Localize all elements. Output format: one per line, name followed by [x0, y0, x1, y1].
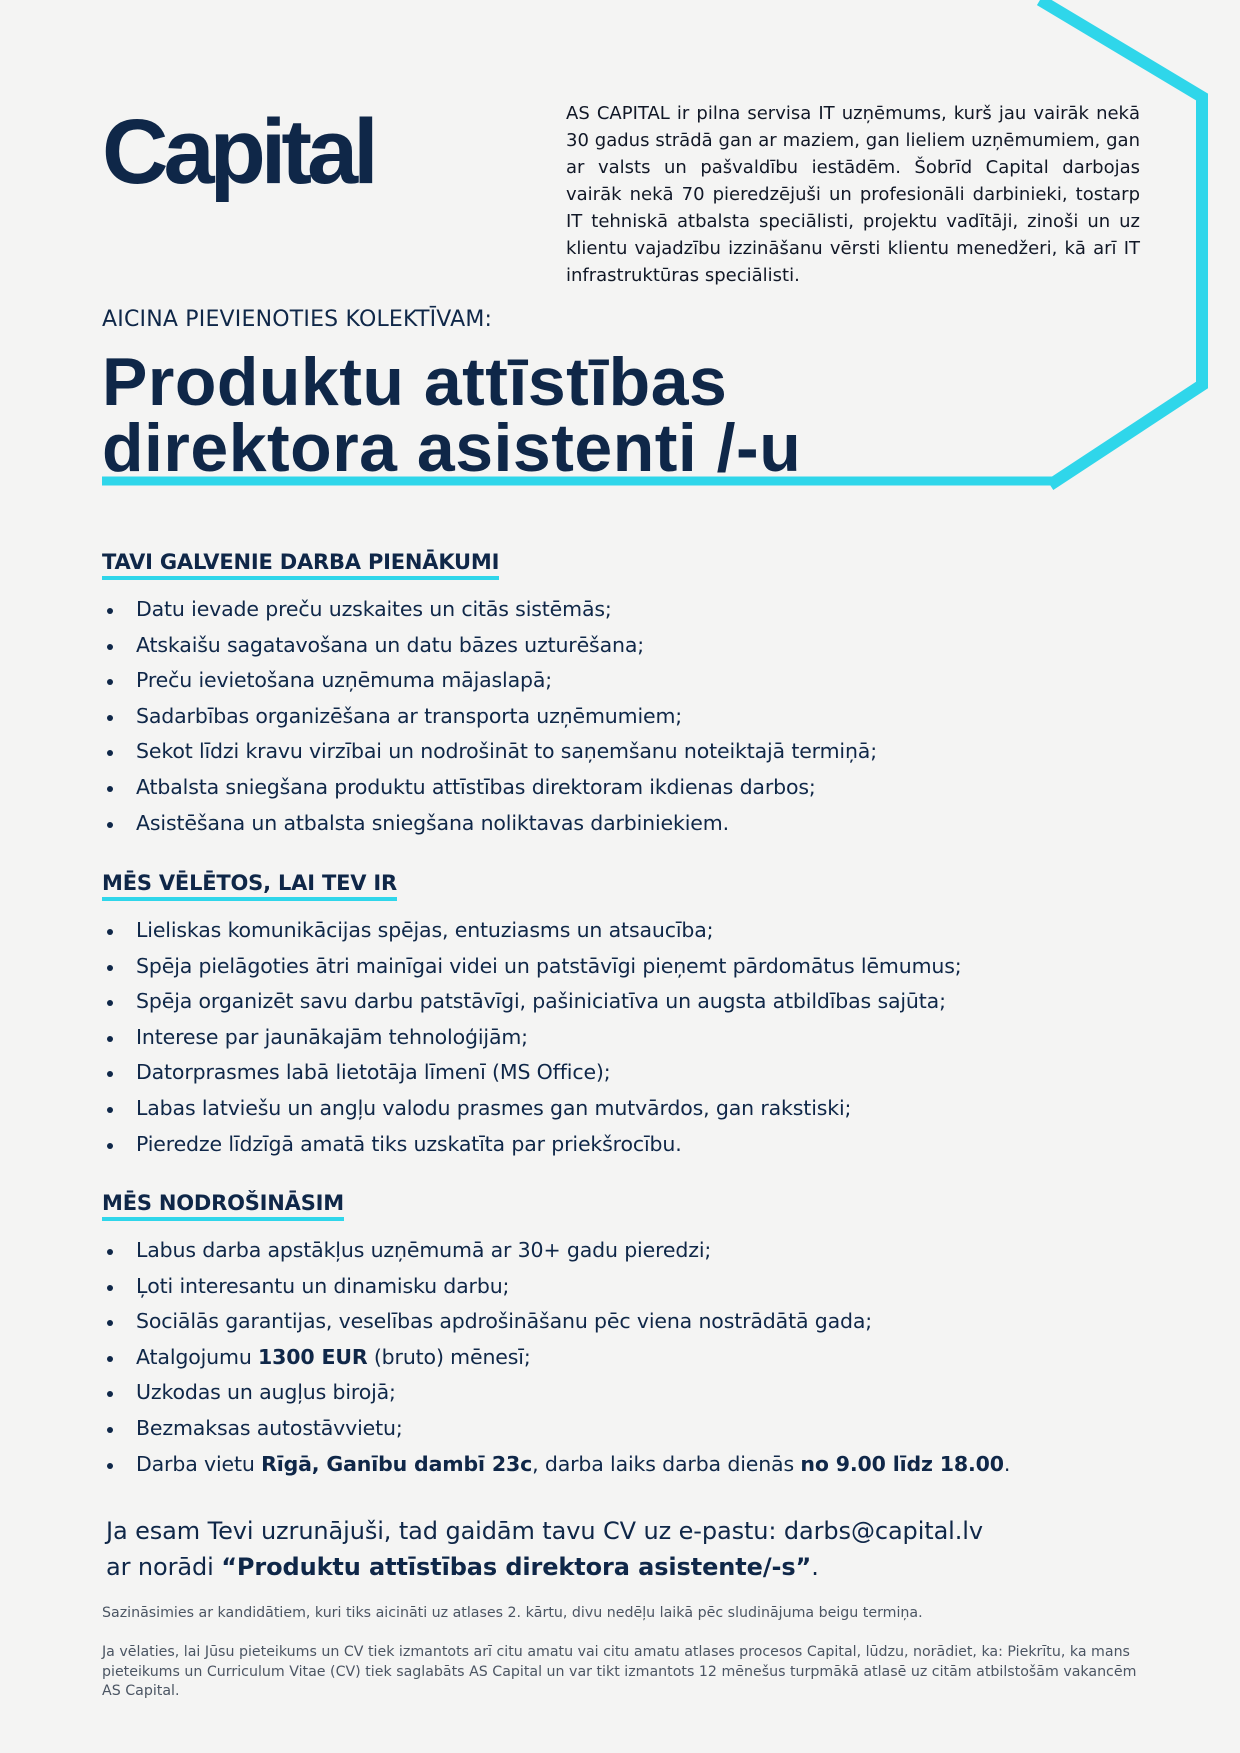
company-intro: AS CAPITAL ir pilna servisa IT uzņēmums, kurš jau vairāk nekā 30 gadus strādā gan ar maziem, gan lieliem uzņēmumiem, gan ar valsts un pašvaldību iestādēm. Šobrīd Capital darbojas vairāk nekā 70 pieredzējuši un profesionāli darbinieki, tostarp IT tehniskā atbalsta speciālisti, projektu vadītāji, zinoši un uz klientu vajadzību izzināšanu vērsti klientu menedžeri, kā arī IT infrastruktūras speciālisti. [566, 103, 1140, 286]
benefits-heading [102, 1191, 344, 1215]
location-middle: , darba laiks darba dienās [532, 1451, 801, 1476]
list-item: Sociālās garantijas, veselības apdrošināšanu pēc viena nostrādātā gada; [104, 1304, 1010, 1340]
list-item-salary [104, 1340, 1010, 1376]
list-item: Datorprasmes labā lietotāja līmenī (MS Office); [104, 1055, 962, 1091]
list-item: Labas latviešu un angļu valodu prasmes gan mutvārdos, gan rakstiski; [104, 1091, 962, 1127]
benefits-heading-text: MĒS NODROŠINĀSIM [102, 1191, 344, 1215]
duties-heading-text: TAVI GALVENIE DARBA PIENĀKUMI [102, 550, 500, 574]
location-place: Rīgā, Ganību dambī 23c [261, 1451, 533, 1476]
cta-line-2 [106, 1549, 983, 1585]
requirements-heading-underline [102, 897, 397, 901]
list-item: Datu ievade preču uzskaites un citās sistēmās; [104, 592, 877, 628]
cta-line-1: Ja esam Tevi uzrunājuši, tad gaidām tavu CV uz e-pastu: darbs@capital.lv [106, 1517, 983, 1545]
capital-logo: Capital [102, 101, 374, 203]
list-item: Sekot līdzi kravu virzībai un nodrošināt to saņemšanu noteiktajā termiņā; [104, 734, 877, 770]
requirements-heading-text: MĒS VĒLĒTOS, LAI TEV IR [102, 871, 397, 895]
consent-note: Ja vēlaties, lai Jūsu pieteikums un CV tiek izmantots arī citu amatu vai citu amatu atlases procesos Capital, lūdzu, norādiet, ka: Piekrītu, ka mans pieteikums un Curriculum Vitae (CV) tiek saglabāts AS Capital un var tikt izmantots 12 mēnešus turpmākā atlasē uz citām atbilstošām vakancēm AS Capital. [102, 1644, 1137, 1699]
duties-heading [102, 550, 499, 574]
requirements-heading [102, 871, 397, 895]
list-item: Atskaišu sagatavošana un datu bāzes uzturēšana; [104, 628, 877, 664]
location-suffix: . [1003, 1451, 1011, 1476]
list-item: Spēja organizēt savu darbu patstāvīgi, pašiniciatīva un augsta atbildības sajūta; [104, 984, 962, 1020]
list-item: Ļoti interesantu un dinamisku darbu; [104, 1269, 1010, 1305]
list-item: Asistēšana un atbalsta sniegšana noliktavas darbiniekiem. [104, 806, 877, 842]
job-title [102, 344, 802, 486]
salary-suffix: (bruto) mēnesī; [367, 1344, 531, 1369]
invite-heading: AICINA PIEVIENOTIES KOLEKTĪVAM: [102, 307, 493, 332]
duties-list [104, 592, 877, 841]
job-title-line-1: Produktu attīstības [102, 344, 728, 420]
list-item: Pieredze līdzīgā amatā tiks uzskatīta par priekšrocību. [104, 1127, 962, 1163]
application-cta [106, 1513, 983, 1585]
duties-heading-underline [102, 576, 499, 580]
benefits-heading-underline [102, 1217, 344, 1221]
list-item: Uzkodas un augļus birojā; [104, 1375, 1010, 1411]
contact-note: Sazināsimies ar kandidātiem, kuri tiks aicināti uz atlases 2. kārtu, divu nedēļu laikā pēc sludinājuma beigu termiņa. [102, 1605, 923, 1621]
salary-prefix: Atalgojumu [136, 1344, 259, 1369]
salary-amount: 1300 EUR [258, 1344, 368, 1369]
job-title-line-2: direktora asistenti /-u [102, 410, 802, 486]
location-hours: no 9.00 līdz 18.00 [800, 1451, 1004, 1476]
list-item: Atbalsta sniegšana produktu attīstības direktoram ikdienas darbos; [104, 770, 877, 806]
location-prefix: Darba vietu [136, 1451, 262, 1476]
benefits-list [104, 1233, 1010, 1482]
list-item: Labus darba apstākļus uzņēmumā ar 30+ gadu pieredzi; [104, 1233, 1010, 1269]
list-item: Spēja pielāgoties ātri mainīgai videi un patstāvīgi pieņemt pārdomātus lēmumus; [104, 949, 962, 985]
list-item: Bezmaksas autostāvvietu; [104, 1411, 1010, 1447]
cta-line-2-suffix: . [811, 1553, 819, 1581]
list-item: Preču ievietošana uzņēmuma mājaslapā; [104, 663, 877, 699]
list-item: Lieliskas komunikācijas spējas, entuziasms un atsaucība; [104, 913, 962, 949]
cta-line-2-prefix: ar norādi [106, 1553, 222, 1581]
list-item-location [104, 1447, 1010, 1483]
list-item: Interese par jaunākajām tehnoloģijām; [104, 1020, 962, 1056]
cta-position-reference: “Produktu attīstības direktora asistente/-s” [221, 1553, 812, 1581]
requirements-list [104, 913, 962, 1162]
list-item: Sadarbības organizēšana ar transporta uzņēmumiem; [104, 699, 877, 735]
